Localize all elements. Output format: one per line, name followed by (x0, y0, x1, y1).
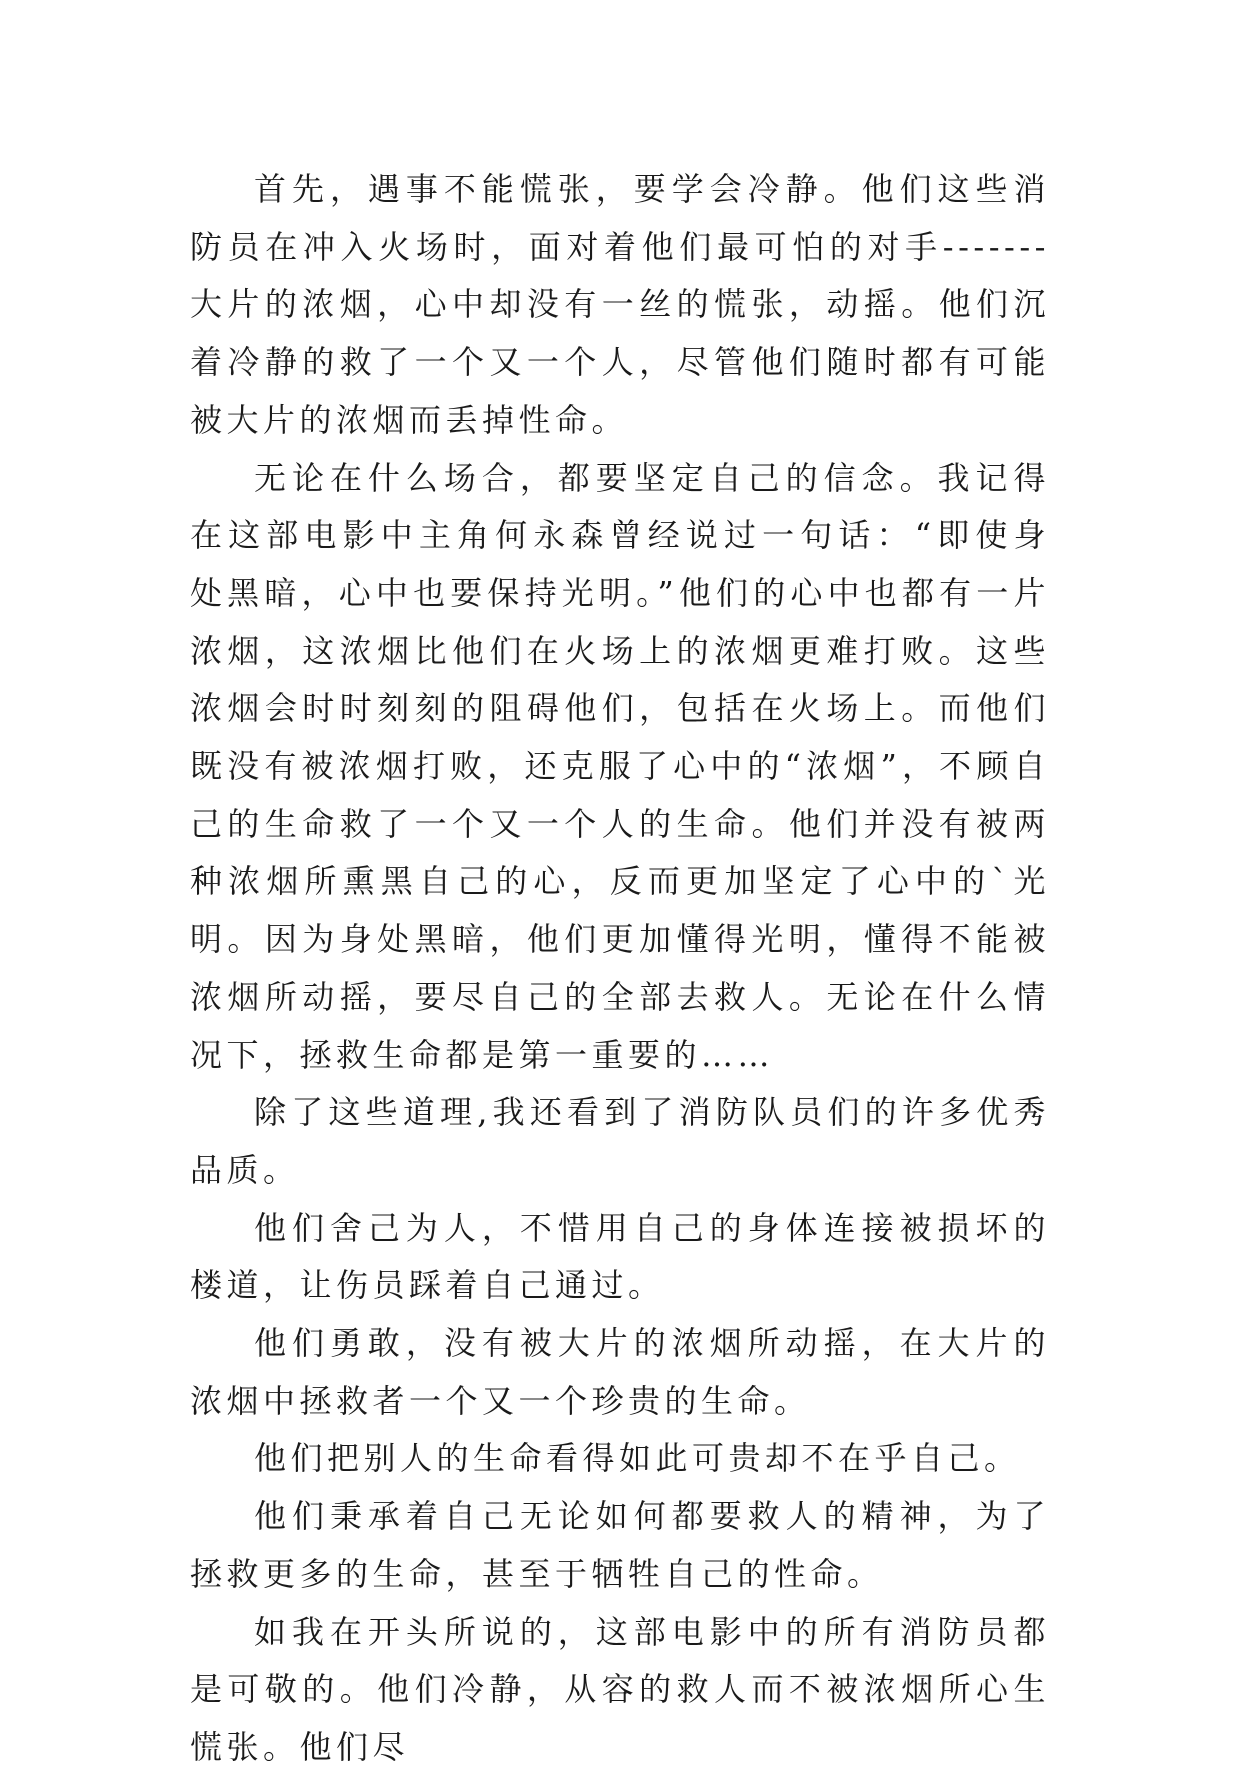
paragraph-value-life: 他们把别人的生命看得如此可贵却不在乎自己。 (254, 1439, 1021, 1478)
paragraph-conclusion: 如我在开头所说的，这部电影中的所有消防员都是可敬的。他们冷静，从容的救人而不被浓烟所心生慌张。他们尽 (190, 1612, 1050, 1766)
paragraph-calm: 首先，遇事不能慌张，要学会冷静。他们这些消防员在冲入火场时，面对着他们最可怕的对手-------大片的浓烟，心中却没有一丝的慌张，动摇。他们沉着冷静的救了一个又一个人，尽管他们随时都有可能被大片的浓烟而丢掉性命。 (190, 170, 1050, 439)
paragraph-qualities-intro: 除了这些道理,我还看到了消防队员们的许多优秀品质。 (190, 1093, 1050, 1189)
paragraph-belief: 无论在什么场合，都要坚定自己的信念。我记得在这部电影中主角何永森曾经说过一句话：“即使身处黑暗，心中也要保持光明。”他们的心中也都有一片浓烟，这浓烟比他们在火场上的浓烟更难打败。这些浓烟会时时刻刻的阻碍他们，包括在火场上。而他们既没有被浓烟打败，还克服了心中的“浓烟”，不顾自己的生命救了一个又一个人的生命。他们并没有被两种浓烟所熏黑自己的心，反而更加坚定了心中的`光明。因为身处黑暗，他们更加懂得光明，懂得不能被浓烟所动摇，要尽自己的全部去救人。无论在什么情况下，拯救生命都是第一重要的…… (190, 458, 1050, 1074)
paragraph-brave: 他们勇敢，没有被大片的浓烟所动摇，在大片的浓烟中拯救者一个又一个珍贵的生命。 (190, 1324, 1050, 1420)
paragraph-sacrifice: 他们秉承着自己无论如何都要救人的精神，为了拯救更多的生命，甚至于牺牲自己的性命。 (190, 1497, 1050, 1593)
paragraph-selfless: 他们舍己为人，不惜用自己的身体连接被损坏的楼道，让伤员踩着自己通过。 (190, 1208, 1050, 1305)
body-text (190, 161, 1050, 1777)
